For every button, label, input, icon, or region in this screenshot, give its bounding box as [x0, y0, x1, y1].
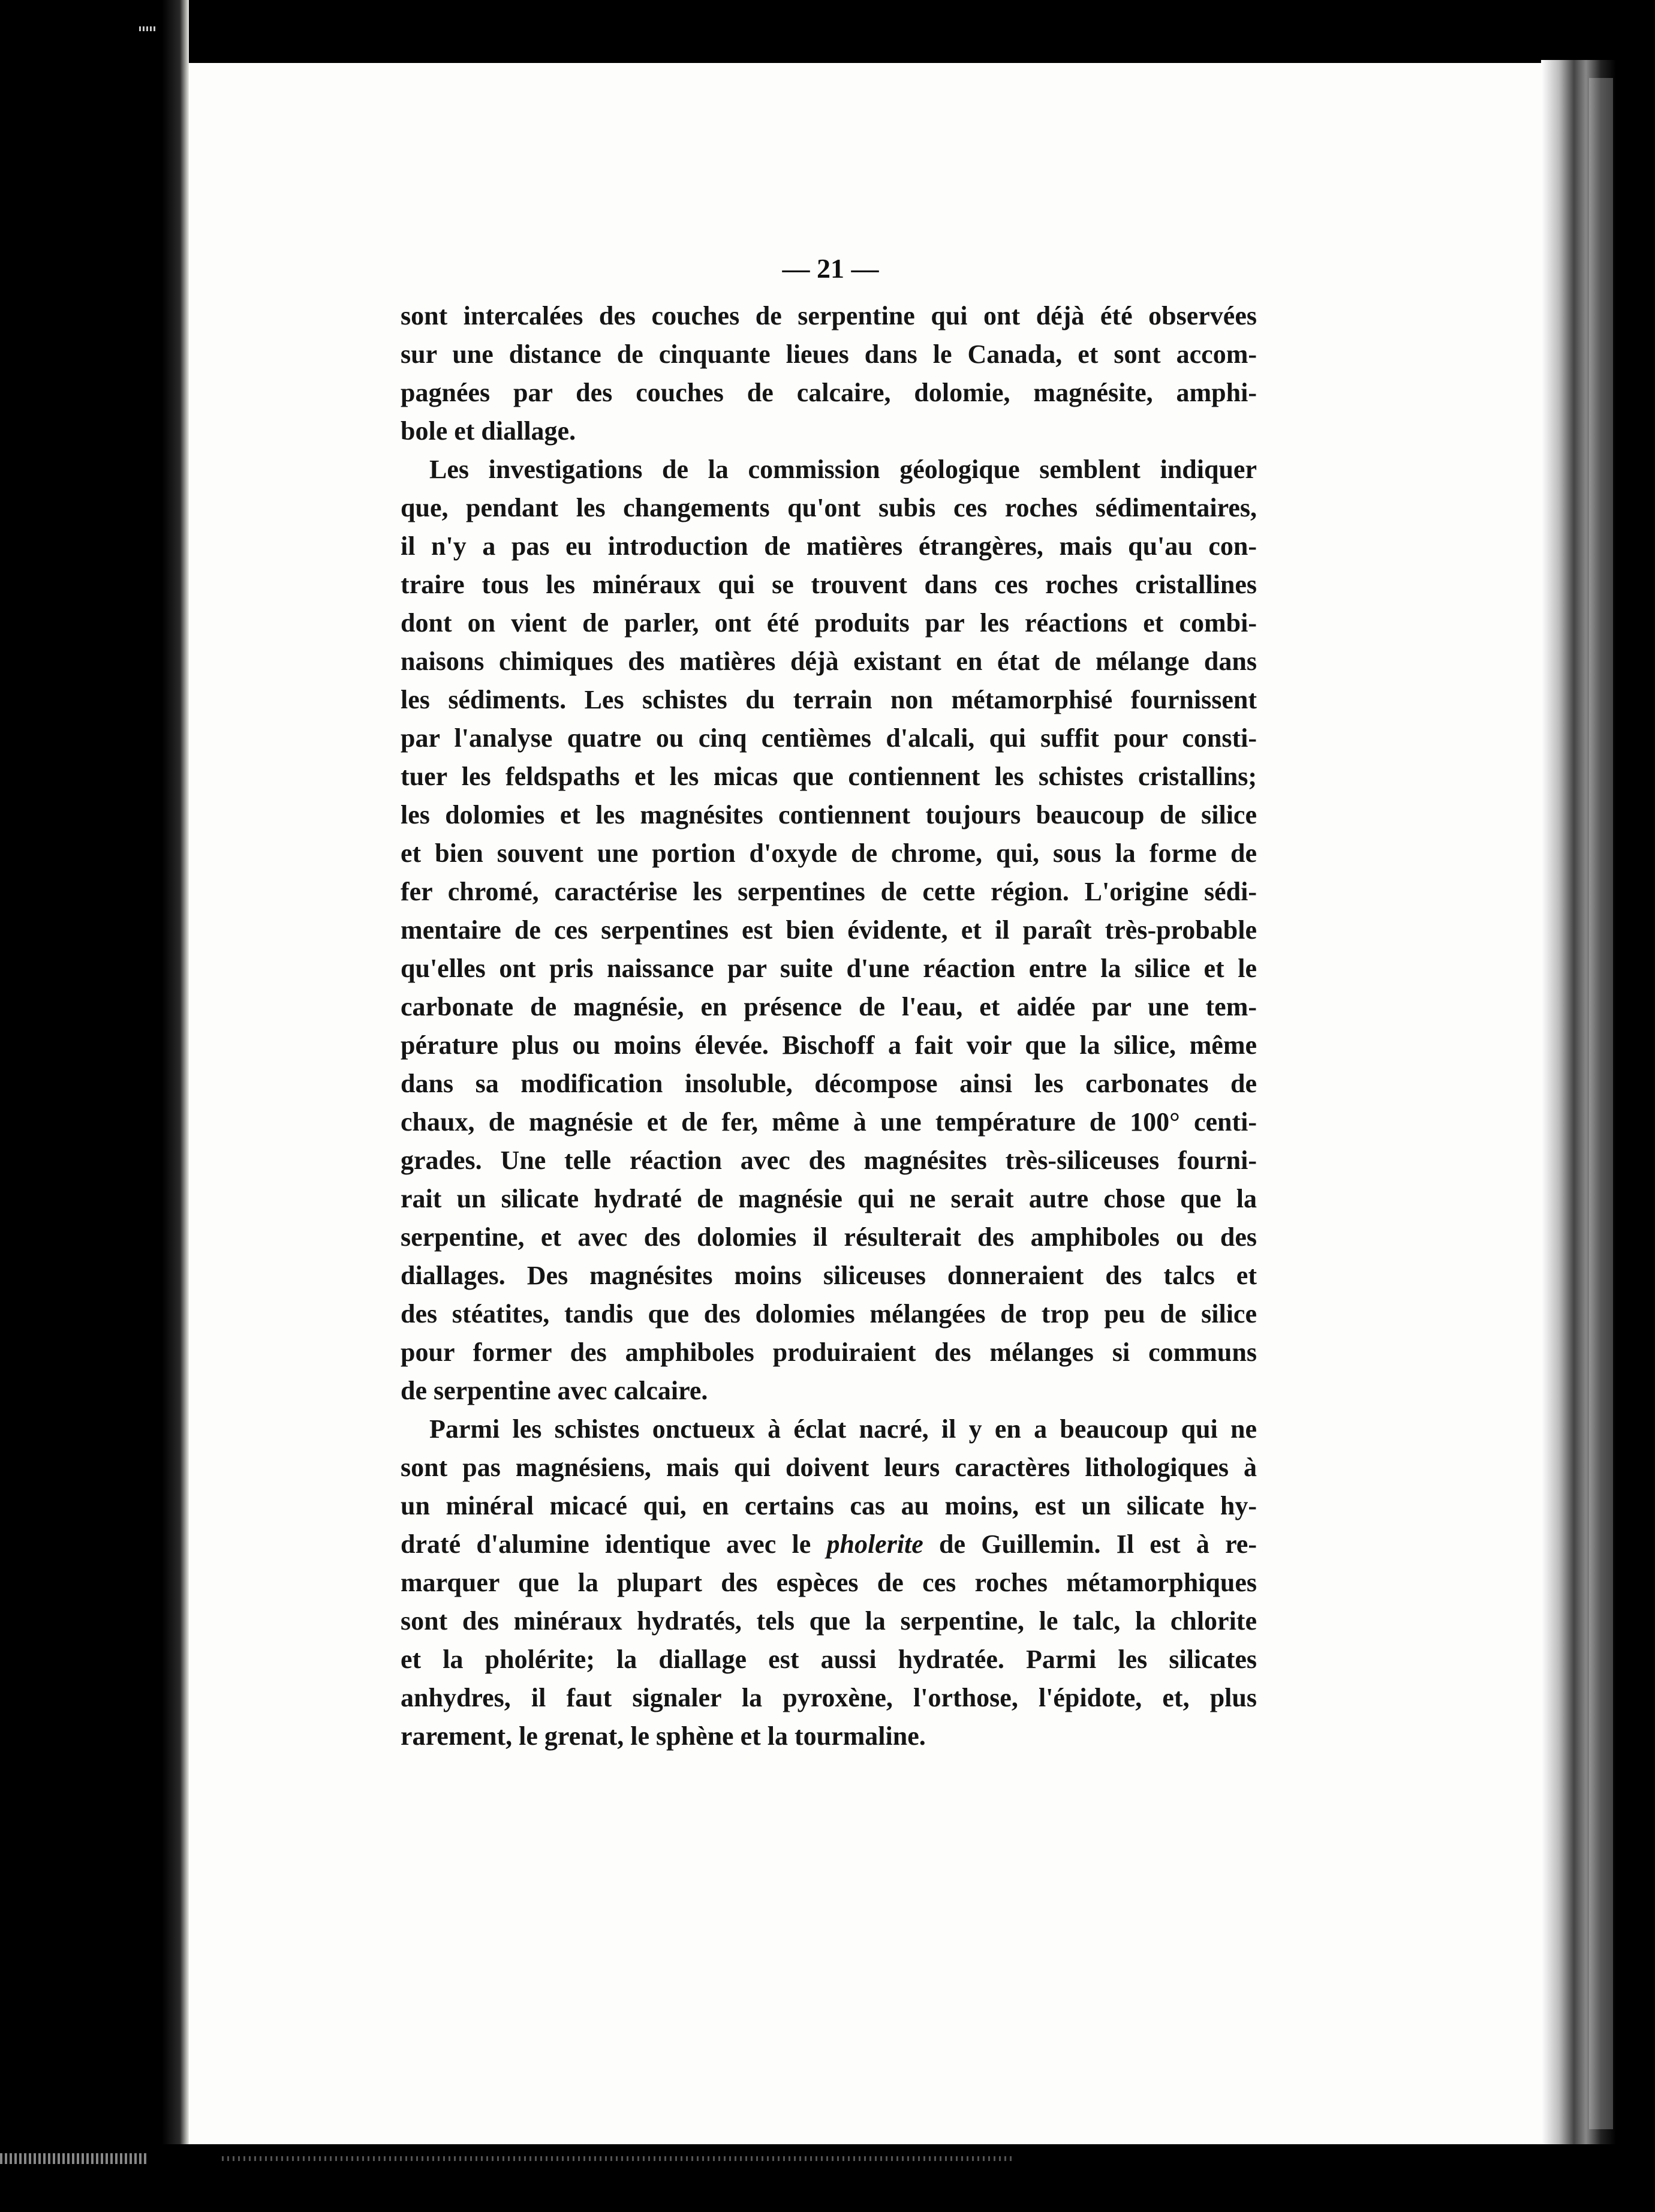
text-line: traire tous les minéraux qui se trouvent dans ces roches cristallines: [401, 570, 1257, 599]
text-line: sur une distance de cinquante lieues dans le Canada, et sont accom-: [401, 339, 1257, 369]
text-line: et bien souvent une portion d'oxyde de chrome, qui, sous la forme de: [401, 838, 1257, 868]
text-line: pour former des amphiboles produiraient des mélanges si communs: [401, 1338, 1257, 1367]
text-line: de serpentine avec calcaire.: [401, 1376, 708, 1405]
text-line: serpentine, et avec des dolomies il résulterait des amphiboles ou des: [401, 1222, 1257, 1252]
text-line: mentaire de ces serpentines est bien évidente, et il paraît très-probable: [401, 915, 1257, 945]
text-line: anhydres, il faut signaler la pyroxène, l'orthose, l'épidote, et, plus: [401, 1683, 1257, 1712]
scan-artifact-left: [0, 2153, 147, 2164]
text-segment: draté d'alumine identique avec le: [401, 1529, 827, 1559]
text-line: par l'analyse quatre ou cinq centièmes d'alcali, qui suffit pour consti-: [401, 723, 1257, 753]
page-number: — 21 —: [782, 253, 879, 284]
text-line: qu'elles ont pris naissance par suite d'une réaction entre la silice et le: [401, 954, 1257, 983]
text-line: Parmi les schistes onctueux à éclat nacré, il y en a beaucoup qui ne: [429, 1414, 1257, 1444]
text-line: chaux, de magnésie et de fer, même à une température de 100° centi-: [401, 1107, 1257, 1137]
scan-artifact-bottom: [222, 2156, 1013, 2161]
body-text: [401, 297, 1257, 1756]
text-line: marquer que la plupart des espèces de ces roches métamorphiques: [401, 1568, 1257, 1597]
text-line: fer chromé, caractérise les serpentines de cette région. L'origine sédi-: [401, 877, 1257, 906]
text-line: des stéatites, tandis que des dolomies mélangées de trop peu de silice: [401, 1299, 1257, 1329]
left-binding-shadow: [0, 0, 189, 2212]
bottom-scan-border: [0, 2144, 1655, 2212]
text-segment: de Guillemin. Il est à re-: [923, 1529, 1257, 1559]
text-line: les dolomies et les magnésites contiennent toujours beaucoup de silice: [401, 800, 1257, 830]
text-line: dont on vient de parler, ont été produits par les réactions et combi-: [401, 608, 1257, 638]
text-line: tuer les feldspaths et les micas que contiennent les schistes cristallins;: [401, 762, 1257, 791]
text-line: pagnées par des couches de calcaire, dolomie, magnésite, amphi-: [401, 378, 1257, 407]
text-line: naisons chimiques des matières déjà existant en état de mélange dans: [401, 647, 1257, 676]
text-line: carbonate de magnésie, en présence de l'eau, et aidée par une tem-: [401, 992, 1257, 1021]
text-line: et la pholérite; la diallage est aussi hydratée. Parmi les silicates: [401, 1645, 1257, 1674]
text-line: sont intercalées des couches de serpentine qui ont déjà été observées: [401, 301, 1257, 330]
text-line: que, pendant les changements qu'ont subis ces roches sédimentaires,: [401, 493, 1257, 522]
text-line-with-italic: [401, 1525, 1257, 1564]
italic-term: pholerite: [826, 1529, 923, 1559]
text-line: sont pas magnésiens, mais qui doivent leurs caractères lithologiques à: [401, 1453, 1257, 1482]
text-line: diallages. Des magnésites moins siliceuses donneraient des talcs et: [401, 1261, 1257, 1290]
text-line: il n'y a pas eu introduction de matières étrangères, mais qu'au con-: [401, 531, 1257, 561]
text-line: grades. Une telle réaction avec des magnésites très-siliceuses fourni-: [401, 1146, 1257, 1175]
text-line: bole et diallage.: [401, 416, 576, 446]
scan-artifact-top: [139, 26, 157, 31]
text-line: Les investigations de la commission géologique semblent indiquer: [429, 455, 1257, 484]
text-line: un minéral micacé qui, en certains cas au moins, est un silicate hy-: [401, 1491, 1257, 1520]
text-line: les sédiments. Les schistes du terrain non métamorphisé fournissent: [401, 685, 1257, 714]
text-line: rait un silicate hydraté de magnésie qui ne serait autre chose que la: [401, 1184, 1257, 1213]
text-line: dans sa modification insoluble, décompose ainsi les carbonates de: [401, 1069, 1257, 1098]
right-page-edge-highlight: [1589, 78, 1613, 2129]
text-line: sont des minéraux hydratés, tels que la serpentine, le talc, la chlorite: [401, 1606, 1257, 1636]
text-line: pérature plus ou moins élevée. Bischoff a fait voir que la silice, même: [401, 1030, 1257, 1060]
text-line: rarement, le grenat, le sphène et la tourmaline.: [401, 1721, 926, 1751]
